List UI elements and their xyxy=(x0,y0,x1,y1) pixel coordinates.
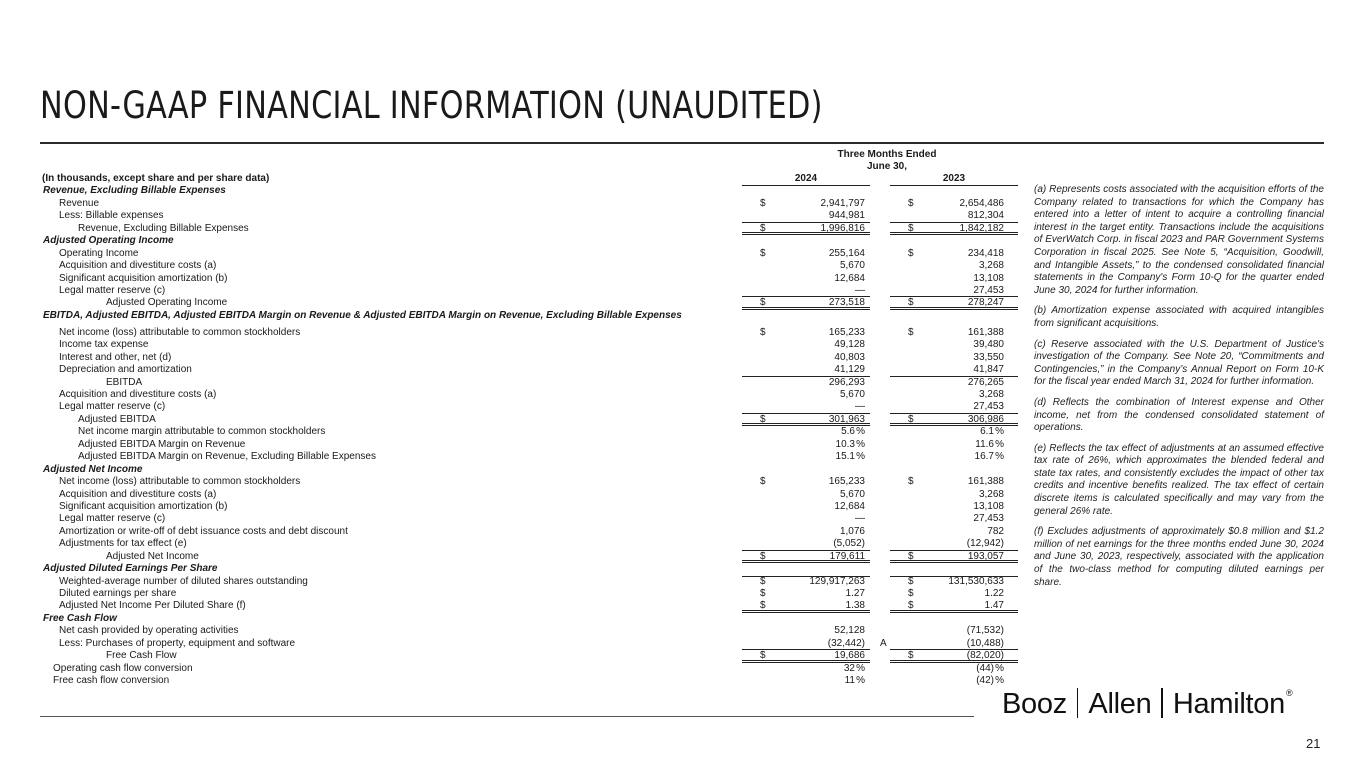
value-2024: 11 xyxy=(844,675,855,687)
value-2024: 19,686 xyxy=(834,650,865,662)
section-label: Adjusted Operating Income xyxy=(43,235,174,247)
footnote-a: (a) Represents costs associated with the acquisition efforts of the Company related to transactions for which the Company has entered into a letter of intent to acquire a controlling financial interest in the target entity. Transactions include the acquisitions of EverWatch Corp. in fiscal 2023 and PAR Government Systems Corporation in fiscal 2025. See Note 5, “Acquisition, Goodwill, and Intangible Assets,” to the condensed consolidated financial statements in the Company's Form 10-Q for the quarter ended June 30, 2024 for further information. xyxy=(1034,184,1324,296)
value-2024: 2,941,797 xyxy=(820,197,865,209)
row-label: Net income margin attributable to common stockholders xyxy=(78,426,326,438)
row-label: Weighted-average number of diluted shares outstanding xyxy=(59,575,308,587)
column-header-row xyxy=(40,173,1020,185)
table-row xyxy=(40,210,1020,222)
section-header-row xyxy=(40,613,1020,625)
cell-marker: A xyxy=(880,637,887,649)
table-row xyxy=(40,327,1020,339)
row-label: Legal matter reserve (c) xyxy=(59,401,166,413)
currency-symbol-2024: $ xyxy=(760,476,766,488)
currency-symbol-2024: $ xyxy=(760,222,766,234)
value-2023: 278,247 xyxy=(967,297,1004,309)
value-2023: 1.47 xyxy=(984,600,1004,612)
value-2023: 161,388 xyxy=(967,326,1004,338)
value-2023: (82,020) xyxy=(966,650,1004,662)
currency-symbol-2023: $ xyxy=(908,413,914,425)
value-2024: 41,129 xyxy=(834,364,865,376)
value-2023: (71,532) xyxy=(966,625,1004,637)
value-2024: 49,128 xyxy=(834,339,865,351)
currency-symbol-2024: $ xyxy=(760,297,766,309)
value-2023: 27,453 xyxy=(973,284,1004,296)
table-row xyxy=(40,600,1020,612)
value-2023: 16.7 xyxy=(974,451,994,463)
percent-sign: % xyxy=(995,426,1004,438)
section-header-row xyxy=(40,310,1020,327)
value-2024: (5,052) xyxy=(833,538,865,550)
period-header-line-2: June 30, xyxy=(866,161,908,172)
currency-symbol-2024: $ xyxy=(760,588,766,599)
value-2023: (42) xyxy=(976,675,994,687)
value-2023: 13,108 xyxy=(973,272,1004,284)
registered-mark: ® xyxy=(1285,688,1293,698)
percent-sign: % xyxy=(856,426,865,438)
row-label: Depreciation and amortization xyxy=(59,364,192,376)
value-2023: 306,986 xyxy=(967,413,1004,425)
value-2023: 276,265 xyxy=(967,376,1004,388)
table-row xyxy=(40,414,1020,426)
value-2024: 32 xyxy=(843,662,855,674)
row-label: Acquisition and divestiture costs (a) xyxy=(59,488,217,500)
table-row xyxy=(40,198,1020,210)
units-label: (In thousands, except share and per share data) xyxy=(42,173,270,184)
table-row xyxy=(40,401,1020,413)
row-label: EBITDA xyxy=(106,376,143,388)
row-label: Operating Income xyxy=(59,247,139,259)
currency-symbol-2024: $ xyxy=(760,550,766,562)
row-label: Revenue, Excluding Billable Expenses xyxy=(78,222,249,234)
value-2024: 12,684 xyxy=(834,272,865,284)
row-label: Amortization or write-off of debt issuance costs and debt discount xyxy=(59,525,348,537)
value-2024: 129,917,263 xyxy=(809,575,865,587)
value-2024: 5,670 xyxy=(839,260,865,272)
value-2023: 11.6 xyxy=(975,438,994,450)
footnote-b: (b) Amortization expense associated with acquired intangibles from significant acquisitions. xyxy=(1034,305,1324,329)
value-2024: 273,518 xyxy=(828,297,865,309)
value-2024: 165,233 xyxy=(828,476,865,488)
value-2024: 165,233 xyxy=(828,326,865,338)
value-2024: 15.1 xyxy=(835,451,855,463)
value-2024: 255,164 xyxy=(828,247,865,259)
table-row xyxy=(40,513,1020,525)
value-2023: 131,530,633 xyxy=(948,575,1004,587)
table-row xyxy=(40,364,1020,376)
table-row xyxy=(40,538,1020,550)
value-2024: 1.38 xyxy=(845,600,865,612)
table-row xyxy=(40,489,1020,501)
title-divider xyxy=(40,142,1324,144)
section-header-row xyxy=(40,563,1020,575)
row-label: Acquisition and divestiture costs (a) xyxy=(59,260,217,272)
value-2023: 1.22 xyxy=(984,588,1004,599)
logo-word-allen: Allen xyxy=(1088,688,1152,720)
value-2023: 41,847 xyxy=(973,364,1004,376)
currency-symbol-2024: $ xyxy=(760,575,766,587)
table-row xyxy=(40,625,1020,637)
currency-symbol-2023: $ xyxy=(908,222,914,234)
currency-symbol-2023: $ xyxy=(908,600,914,612)
value-2023: 1,842,182 xyxy=(959,222,1004,234)
value-2023: 39,480 xyxy=(973,339,1004,351)
section-label: Free Cash Flow xyxy=(43,612,117,624)
logo-word-hamilton: Hamilton xyxy=(1172,688,1285,720)
value-2023: 27,453 xyxy=(973,513,1004,525)
footer-divider xyxy=(40,716,974,717)
row-label: Revenue xyxy=(59,197,100,209)
row-label: Adjusted Operating Income xyxy=(106,297,228,309)
overline xyxy=(742,576,870,577)
footnote-c: (c) Reserve associated with the U.S. Department of Justice's investigation of the Company. See Note 20, “Commitments and Contingencies,” in the Company’s Annual Report on Form 10-K for the fiscal year ended March 31, 2024 for further information. xyxy=(1034,338,1324,388)
table-row xyxy=(40,339,1020,351)
value-2024: 1.27 xyxy=(845,588,865,599)
value-2023: 27,453 xyxy=(973,401,1004,413)
value-2023: 33,550 xyxy=(973,351,1004,363)
row-label: Net income (loss) attributable to common stockholders xyxy=(59,326,301,338)
currency-symbol-2024: $ xyxy=(760,197,766,209)
year-header-2023: 2023 xyxy=(890,173,1018,186)
company-logo xyxy=(1002,688,1292,721)
value-2024: 1,076 xyxy=(839,525,865,537)
row-label: Diluted earnings per share xyxy=(59,588,177,599)
table-row xyxy=(40,501,1020,513)
table-row xyxy=(40,248,1020,260)
row-label: Less: Purchases of property, equipment and software xyxy=(59,637,296,649)
value-2024: — xyxy=(855,401,865,413)
table-row xyxy=(40,389,1020,401)
section-label: Adjusted Diluted Earnings Per Share xyxy=(43,563,218,575)
value-2024: 5,670 xyxy=(839,488,865,500)
value-2024: — xyxy=(855,284,865,296)
currency-symbol-2023: $ xyxy=(908,588,914,599)
value-2024: (32,442) xyxy=(827,637,865,649)
value-2023: 13,108 xyxy=(973,500,1004,512)
value-2023: (10,488) xyxy=(966,637,1004,649)
table-body xyxy=(40,185,1020,687)
section-label: EBITDA, Adjusted EBITDA, Adjusted EBITDA Margin on Revenue & Adjusted EBITDA Margin on Revenue, Excluding Billable Expenses xyxy=(43,309,682,321)
value-2024: 301,963 xyxy=(828,413,865,425)
table-row xyxy=(40,377,1020,389)
table-row xyxy=(40,260,1020,272)
table-row xyxy=(40,223,1020,235)
currency-symbol-2024: $ xyxy=(760,413,766,425)
currency-symbol-2023: $ xyxy=(908,476,914,488)
value-2024: 296,293 xyxy=(828,376,865,388)
table-row xyxy=(40,675,1020,687)
row-label: Operating cash flow conversion xyxy=(53,662,193,674)
period-header xyxy=(40,149,1020,173)
row-label: Adjusted Net Income Per Diluted Share (f) xyxy=(59,600,246,612)
footnote-e: (e) Reflects the tax effect of adjustments at an assumed effective tax rate of 26%, which approximates the blended federal and state tax rates, and consistently excludes the impact of other tax credits and incentive benefits realized. The tax effect of certain discrete items is calculated specifically and may vary from the general 26% rate. xyxy=(1034,442,1324,517)
value-2023: 782 xyxy=(987,525,1004,537)
section-header-row xyxy=(40,464,1020,476)
row-label: Acquisition and divestiture costs (a) xyxy=(59,389,217,400)
value-2024: 944,981 xyxy=(828,210,865,222)
value-2024: 1,996,816 xyxy=(820,222,865,234)
value-2024: 10.3 xyxy=(835,438,855,450)
year-header-2024: 2024 xyxy=(742,173,870,186)
percent-sign: % xyxy=(856,675,865,687)
row-label: Net cash provided by operating activities xyxy=(59,625,239,637)
value-2024: 5.6 xyxy=(841,426,855,438)
table-row xyxy=(40,476,1020,488)
table-row xyxy=(40,273,1020,285)
table-row xyxy=(40,439,1020,451)
table-row xyxy=(40,588,1020,600)
currency-symbol-2023: $ xyxy=(908,650,914,662)
table-row xyxy=(40,451,1020,463)
value-2024: 12,684 xyxy=(834,500,865,512)
currency-symbol-2023: $ xyxy=(908,297,914,309)
row-label: Significant acquisition amortization (b) xyxy=(59,272,228,284)
row-label: Net income (loss) attributable to common stockholders xyxy=(59,476,301,488)
section-label: Adjusted Net Income xyxy=(43,463,143,475)
table-row xyxy=(40,352,1020,364)
percent-sign: % xyxy=(995,438,1004,450)
footnote-d: (d) Reflects the combination of Interest expense and Other income, net from the condensed consolidated statement of operations. xyxy=(1034,396,1324,434)
value-2024: 52,128 xyxy=(834,625,865,637)
row-label: Legal matter reserve (c) xyxy=(59,284,166,296)
table-row xyxy=(40,638,1020,650)
table-row xyxy=(40,526,1020,538)
row-label: Free Cash Flow xyxy=(106,650,177,662)
section-header-row xyxy=(40,235,1020,247)
value-2023: 234,418 xyxy=(967,247,1004,259)
value-2024: 40,803 xyxy=(834,351,865,363)
row-label: Adjusted EBITDA Margin on Revenue, Excluding Billable Expenses xyxy=(78,451,376,463)
percent-sign: % xyxy=(995,675,1004,687)
currency-symbol-2023: $ xyxy=(908,247,914,259)
value-2023: (44) xyxy=(976,662,994,674)
currency-symbol-2023: $ xyxy=(908,197,914,209)
page-title: NON-GAAP FINANCIAL INFORMATION (UNAUDITED) xyxy=(40,84,823,127)
value-2023: 3,268 xyxy=(978,488,1004,500)
currency-symbol-2024: $ xyxy=(760,600,766,612)
table-row xyxy=(40,426,1020,438)
table-row xyxy=(40,576,1020,588)
table-row xyxy=(40,551,1020,563)
row-label: Adjustments for tax effect (e) xyxy=(59,538,187,550)
logo-divider xyxy=(1077,688,1079,718)
table-row xyxy=(40,285,1020,297)
row-label: Free cash flow conversion xyxy=(53,675,170,687)
currency-symbol-2024: $ xyxy=(760,326,766,338)
currency-symbol-2023: $ xyxy=(908,550,914,562)
value-2024: — xyxy=(855,513,865,525)
logo-divider xyxy=(1161,688,1163,718)
overline xyxy=(890,576,1018,577)
logo-word-booz: Booz xyxy=(1002,688,1067,720)
value-2023: 6.1 xyxy=(980,426,994,438)
section-header-row xyxy=(40,185,1020,197)
footnote-f: (f) Excludes adjustments of approximately $0.8 million and $1.2 million of net earnings for the three months ended June 30, 2024 and June 30, 2023, respectively, associated with the application of the two-class method for computing diluted earnings per share. xyxy=(1034,526,1324,588)
percent-sign: % xyxy=(995,451,1004,463)
value-2023: 2,654,486 xyxy=(959,197,1004,209)
currency-symbol-2024: $ xyxy=(760,650,766,662)
row-label: Interest and other, net (d) xyxy=(59,351,172,363)
page-number: 21 xyxy=(1306,736,1321,751)
value-2023: 161,388 xyxy=(967,476,1004,488)
row-label: Significant acquisition amortization (b) xyxy=(59,500,228,512)
percent-sign: % xyxy=(995,662,1004,674)
currency-symbol-2023: $ xyxy=(908,326,914,338)
table-row xyxy=(40,297,1020,309)
row-label: Adjusted EBITDA Margin on Revenue xyxy=(78,438,246,450)
value-2023: 193,057 xyxy=(967,550,1004,562)
value-2024: 5,670 xyxy=(839,389,865,400)
footnotes xyxy=(1034,184,1324,597)
period-header-line-1: Three Months Ended xyxy=(837,149,937,160)
row-label: Legal matter reserve (c) xyxy=(59,513,166,525)
row-label: Income tax expense xyxy=(59,339,149,351)
row-label: Less: Billable expenses xyxy=(59,210,164,222)
percent-sign: % xyxy=(856,662,865,674)
row-label: Adjusted EBITDA xyxy=(78,413,156,425)
value-2023: 3,268 xyxy=(978,260,1004,272)
value-2023: 3,268 xyxy=(978,389,1004,400)
value-2023: (12,942) xyxy=(966,538,1004,550)
percent-sign: % xyxy=(856,438,865,450)
section-label: Revenue, Excluding Billable Expenses xyxy=(43,185,226,197)
table-row xyxy=(40,650,1020,662)
financial-table xyxy=(40,149,1020,688)
currency-symbol-2023: $ xyxy=(908,575,914,587)
table-row xyxy=(40,663,1020,675)
row-label: Adjusted Net Income xyxy=(106,550,199,562)
value-2024: 179,611 xyxy=(829,550,865,562)
percent-sign: % xyxy=(856,451,865,463)
currency-symbol-2024: $ xyxy=(760,247,766,259)
value-2023: 812,304 xyxy=(967,210,1004,222)
